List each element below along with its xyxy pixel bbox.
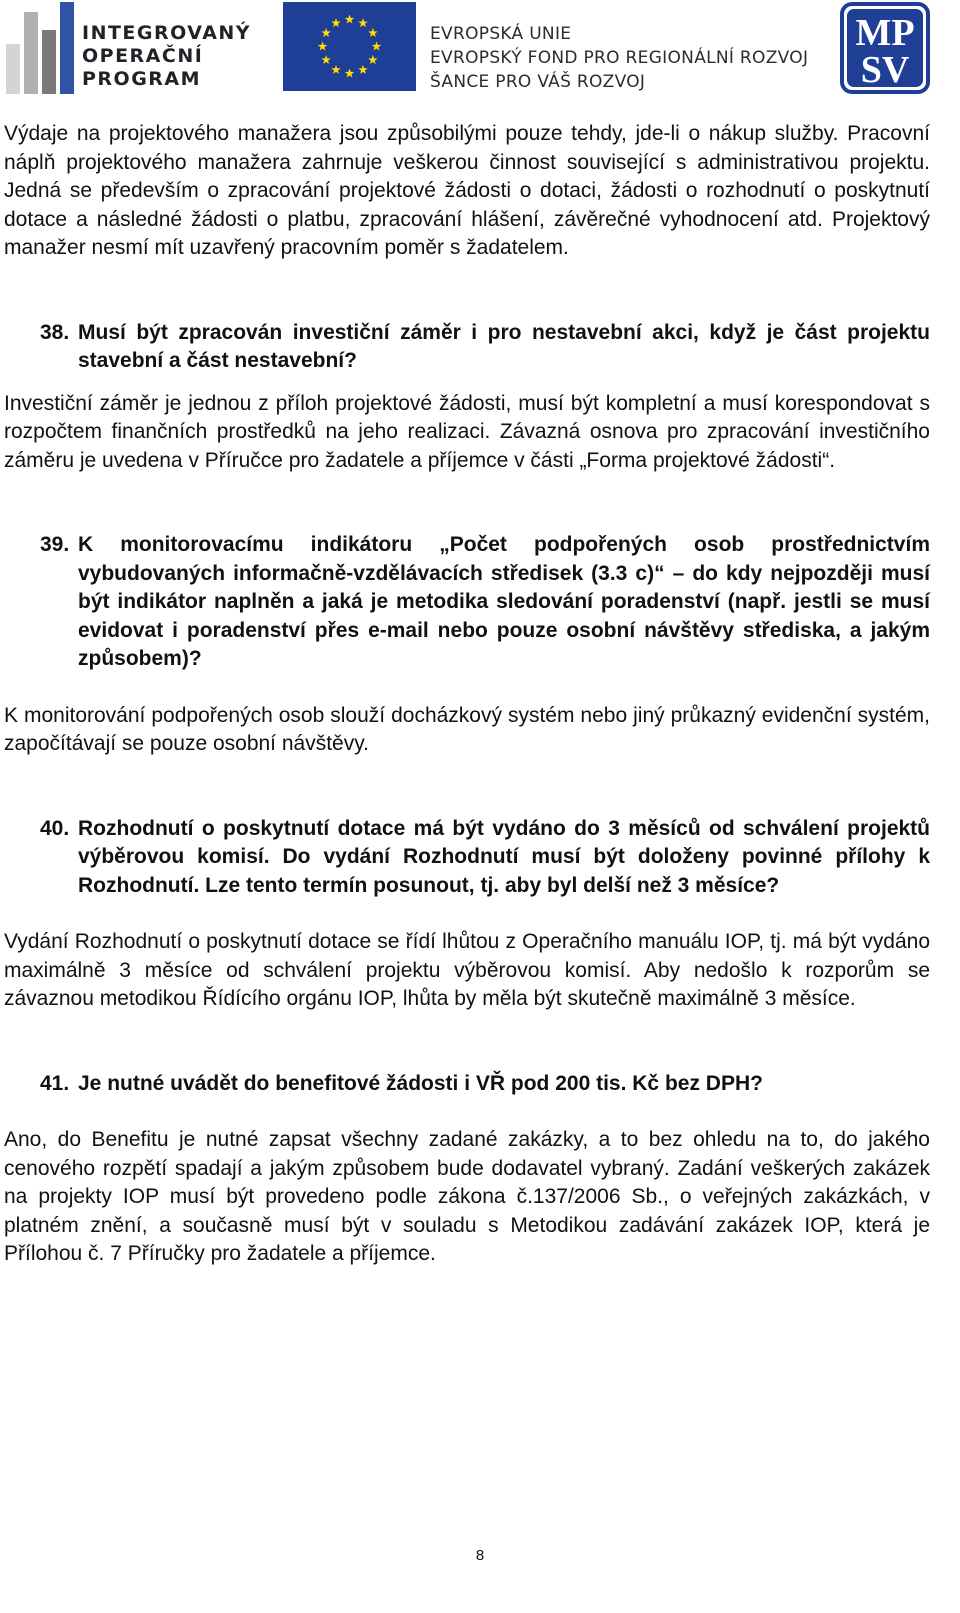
document-content <box>4 120 930 1269</box>
eu-line-1: EVROPSKÁ UNIE <box>430 24 572 44</box>
page-number: 8 <box>475 1547 485 1564</box>
answer-41: Ano, do Benefitu je nutné zapsat všechny zadané zakázky, a to bez ohledu na to, do jakého cenového rozpětí spadají a jakým způsobem bude dodavatel vybraný. Zadání veškerých zakázek na projekty IOP musí být provedeno podle zákona č.137/2006 Sb., o veřejných zakázkách, v platném znění, a současně musí být v souladu s Metodikou zadávání zakázek IOP, která je Přílohou č. 7 Příručky pro žadatele a příjemce. <box>4 1128 930 1265</box>
question-text: K monitorovacímu indikátoru „Počet podpořených osob prostřednictvím vybudovaných informačně-vzdělávacích středisek (3.3 c)“ – do kdy nejpozději musí být indikátor naplněn a jaká je metodika sledování poradenství (např. jestli se musí evidovat i poradenství přes e-mail nebo pouze osobní návštěvy střediska, a jakým způsobem)? <box>78 533 930 670</box>
answer-40: Vydání Rozhodnutí o poskytnutí dotace se řídí lhůtou z Operačního manuálu IOP, tj. má být vydáno maximálně 3 měsíce od schválení projektu výběrovou komisí. Aby nedošlo k rozporům se závaznou metodikou Řídícího orgánu IOP, lhůta by měla být skutečně maximálně 3 měsíce. <box>4 930 930 1010</box>
question-number: 40. <box>40 816 70 840</box>
question-text: Rozhodnutí o poskytnutí dotace má být vydáno do 3 měsíců od schválení projektů výběrovou komisí. Do vydání Rozhodnutí musí být doloženy povinné přílohy k Rozhodnutí. Lze tento termín posunout, tj. aby byl delší než 3 měsíce? <box>78 816 930 897</box>
mpsv-logo-bottom: SV <box>860 49 910 91</box>
iop-bars-icon <box>4 2 74 94</box>
page-header <box>0 0 960 100</box>
question-number: 38. <box>40 320 70 344</box>
question-41 <box>4 1070 930 1099</box>
question-number: 39. <box>40 533 70 556</box>
question-38 <box>4 319 930 376</box>
answer-38: Investiční záměr je jednou z příloh projektové žádosti, musí být kompletní a musí korespondovat s rozpočtem finančních prostředků na jeho realizaci. Závazná osnova pro zpracování investičního záměru je uvedena v Příručce pro žadatele a příjemce v části „Forma projektové žádosti“. <box>4 391 930 472</box>
answer-39: K monitorování podpořených osob slouží docházkový systém nebo jiný průkazný evidenční systém, započítávají se pouze osobní návštěvy. <box>4 703 930 755</box>
question-text: Musí být zpracován investiční záměr i pro nestavební akci, když je část projektu stavební a část nestavební? <box>78 320 930 372</box>
intro-paragraph: Výdaje na projektového manažera jsou způsobilými pouze tehdy, jde-li o nákup služby. Pracovní náplň projektového manažera zahrnuje veškerou činnost související s administrativou projektu. Jedná se především o zpracování projektové žádosti o dotaci, žádosti o rozhodnutí o poskytnutí dotace a následné žádosti o platbu, zpracování hlášení, závěrečné vyhodnocení atd. Projektový manažer nesmí mít uzavřený pracovním poměr s žadatelem. <box>4 122 930 259</box>
question-40 <box>4 815 930 901</box>
iop-line-1: INTEGROVANÝ <box>82 22 252 44</box>
iop-logo-text <box>82 22 252 91</box>
question-text: Je nutné uvádět do benefitové žádosti i VŘ pod 200 tis. Kč bez DPH? <box>78 1071 763 1095</box>
eu-flag-icon <box>283 2 416 91</box>
iop-line-3: PROGRAM <box>82 68 202 90</box>
eu-line-2: EVROPSKÝ FOND PRO REGIONÁLNÍ ROZVOJ <box>430 48 809 68</box>
mpsv-logo-top: MP <box>855 12 915 54</box>
eu-line-3: ŠANCE PRO VÁŠ ROZVOJ <box>430 72 646 92</box>
iop-logo <box>4 2 252 94</box>
mpsv-logo <box>840 2 930 94</box>
question-39 <box>4 531 930 674</box>
iop-line-2: OPERAČNÍ <box>82 45 204 67</box>
eu-text-block <box>430 22 850 94</box>
question-number: 41. <box>40 1071 70 1095</box>
